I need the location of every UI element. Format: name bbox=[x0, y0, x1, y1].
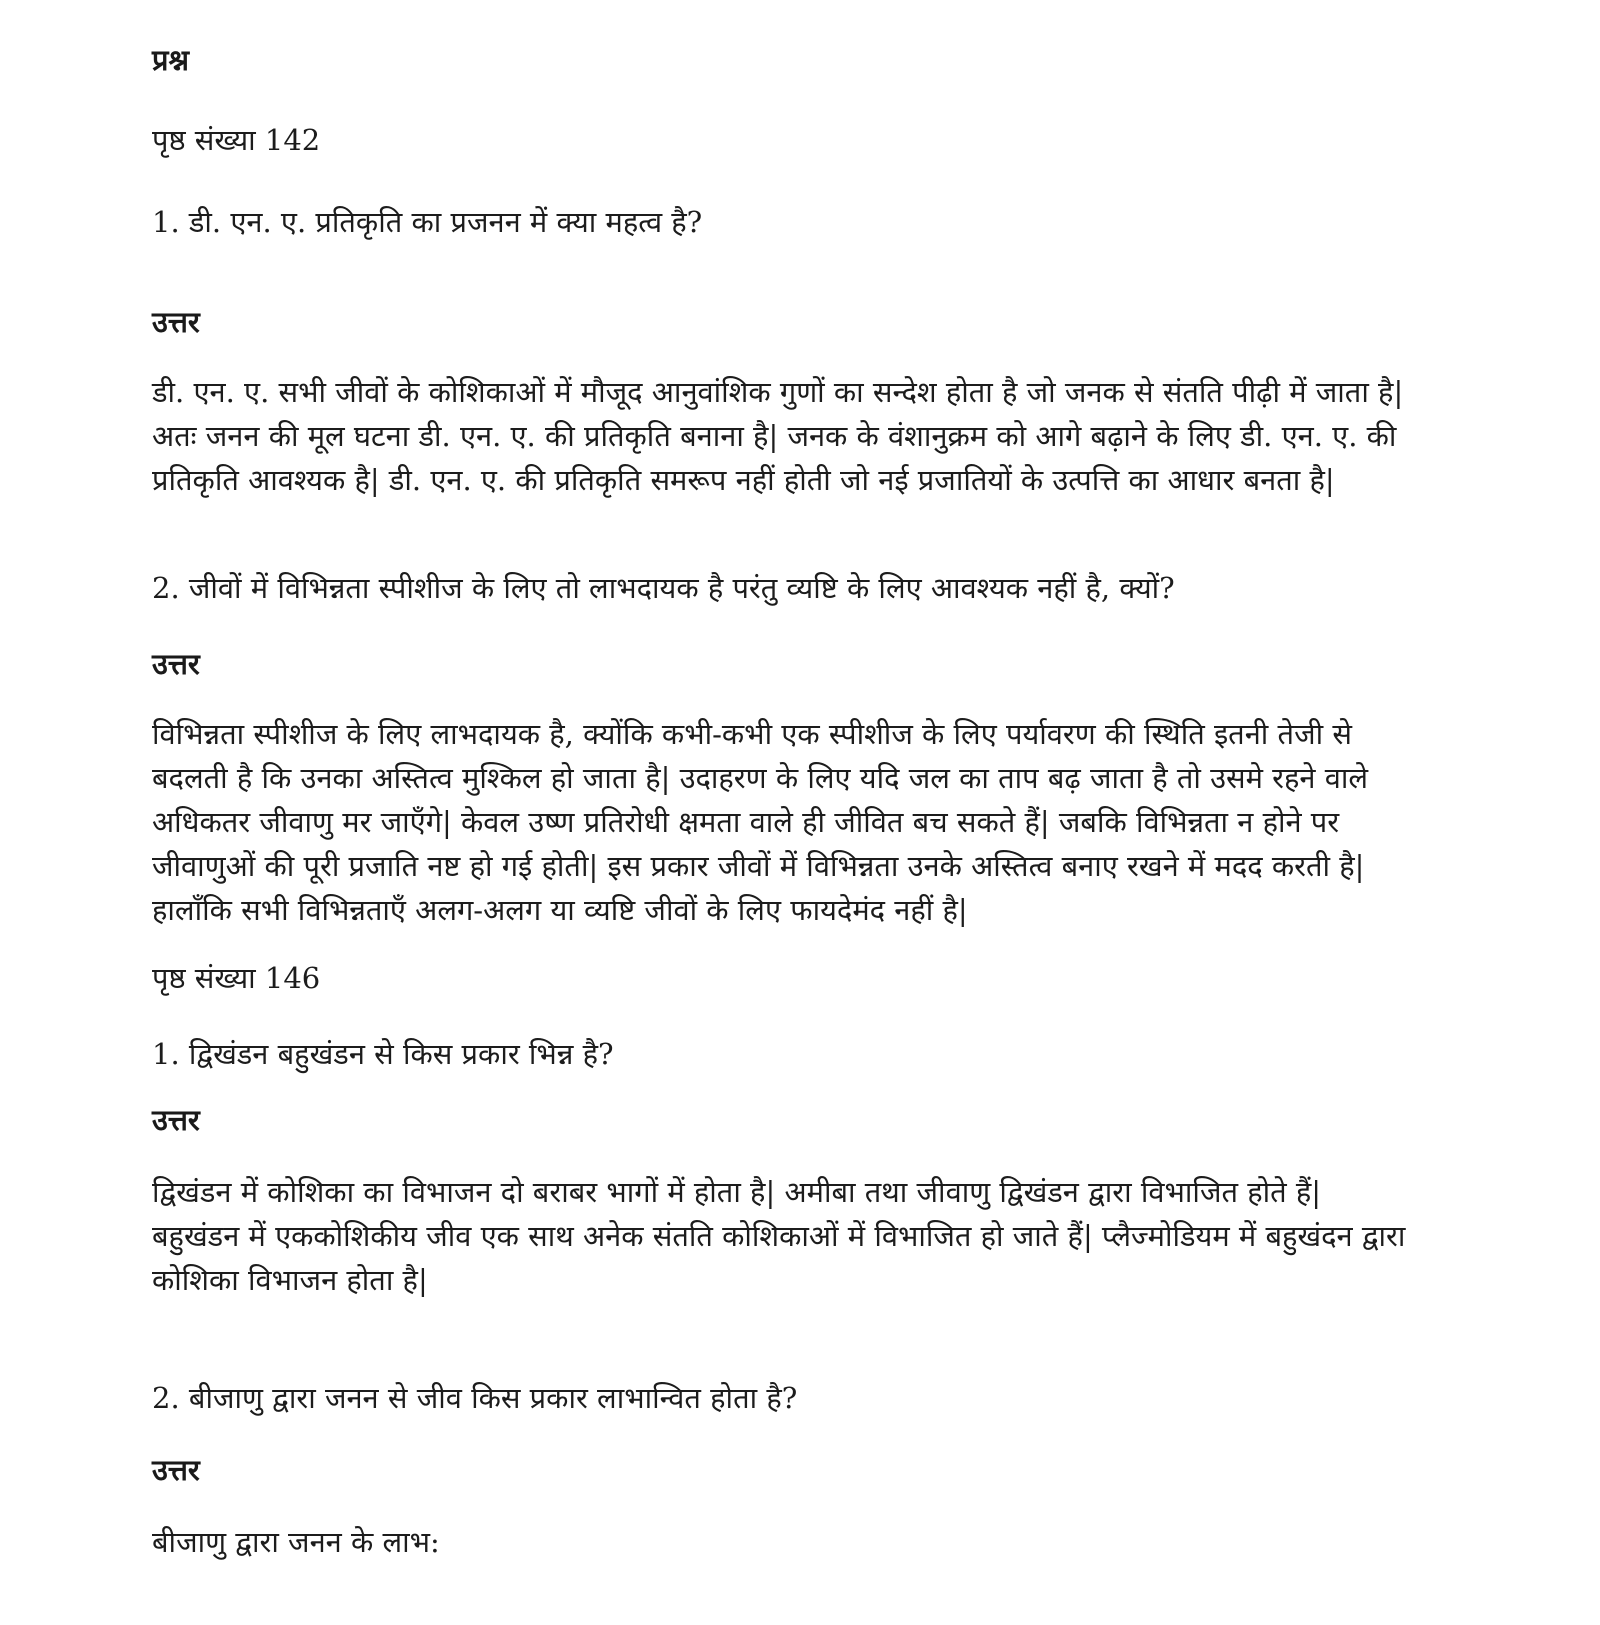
answer-3-line-2: बहुखंडन में एककोशिकीय जीव एक साथ अनेक संतति कोशिकाओं में विभाजित हो जाते हैं| प्लैज्मोडियम में बहुखंदन द्वारा कोशिका विभाजन होता है| bbox=[152, 1219, 1406, 1297]
answer-label: उत्तर bbox=[152, 1453, 200, 1487]
question-4: 2. बीजाणु द्वारा जनन से जीव किस प्रकार लाभान्वित होता है? bbox=[152, 1381, 798, 1415]
answer-label: उत्तर bbox=[152, 1103, 200, 1137]
question-3: 1. द्विखंडन बहुखंडन से किस प्रकार भिन्न है? bbox=[152, 1037, 614, 1071]
question-block bbox=[152, 1376, 1432, 1420]
answer-block bbox=[152, 712, 1432, 932]
page-reference bbox=[152, 118, 1432, 162]
page-reference bbox=[152, 956, 1432, 1000]
page-ref-146: पृष्ठ संख्या 146 bbox=[152, 961, 321, 995]
answer-heading bbox=[152, 302, 1432, 342]
answer-1: डी. एन. ए. सभी जीवों के कोशिकाओं में मौजूद आनुवांशिक गुणों का सन्देश होता है जो जनक से संतति पीढ़ी में जाता है| अतः जनन की मूल घटना डी. एन. ए. की प्रतिकृति बनाना है| जनक के वंशानुक्रम को आगे बढ़ाने के लिए डी. एन. ए. की प्रतिकृति आवश्यक है| डी. एन. ए. की प्रतिकृति समरूप नहीं होती जो नई प्रजातियों के उत्पत्ति का आधार बनता है| bbox=[152, 375, 1404, 497]
page-ref-142: पृष्ठ संख्या 142 bbox=[152, 123, 321, 157]
answer-4-intro: बीजाणु द्वारा जनन के लाभ: bbox=[152, 1525, 440, 1559]
answer-label: उत्तर bbox=[152, 305, 200, 339]
question-2: 2. जीवों में विभिन्नता स्पीशीज के लिए तो लाभदायक है परंतु व्यष्टि के लिए आवश्यक नहीं है, क्यों? bbox=[152, 571, 1175, 605]
answer-block bbox=[152, 1520, 1432, 1564]
section-heading bbox=[152, 40, 1432, 80]
answer-heading bbox=[152, 644, 1432, 684]
question-1: 1. डी. एन. ए. प्रतिकृति का प्रजनन में क्या महत्व है? bbox=[152, 205, 703, 239]
answer-block bbox=[152, 370, 1432, 502]
answer-3-line-1: द्विखंडन में कोशिका का विभाजन दो बराबर भागों में होता है| अमीबा तथा जीवाणु द्विखंडन द्वारा विभाजित होते हैं| bbox=[152, 1175, 1322, 1209]
answer-label: उत्तर bbox=[152, 647, 200, 681]
question-block bbox=[152, 566, 1432, 610]
section-title: प्रश्न bbox=[152, 43, 190, 77]
answer-heading bbox=[152, 1450, 1432, 1490]
question-block bbox=[152, 200, 1432, 244]
answer-heading bbox=[152, 1100, 1432, 1140]
answer-block bbox=[152, 1170, 1432, 1302]
answer-2: विभिन्नता स्पीशीज के लिए लाभदायक है, क्योंकि कभी-कभी एक स्पीशीज के लिए पर्यावरण की स्थिति इतनी तेजी से बदलती है कि उनका अस्तित्व मुश्किल हो जाता है| उदाहरण के लिए यदि जल का ताप बढ़ जाता है तो उसमे रहने वाले अधिकतर जीवाणु मर जाएँगे| केवल उष्ण प्रतिरोधी क्षमता वाले ही जीवित बच सकते हैं| जबकि विभिन्नता न होने पर जीवाणुओं की पूरी प्रजाति नष्ट हो गई होती| इस प्रकार जीवों में विभिन्नता उनके अस्तित्व बनाए रखने में मदद करती है| हालाँकि सभी विभिन्नताएँ अलग-अलग या व्यष्टि जीवों के लिए फायदेमंद नहीं है| bbox=[152, 717, 1369, 927]
question-block bbox=[152, 1032, 1432, 1076]
